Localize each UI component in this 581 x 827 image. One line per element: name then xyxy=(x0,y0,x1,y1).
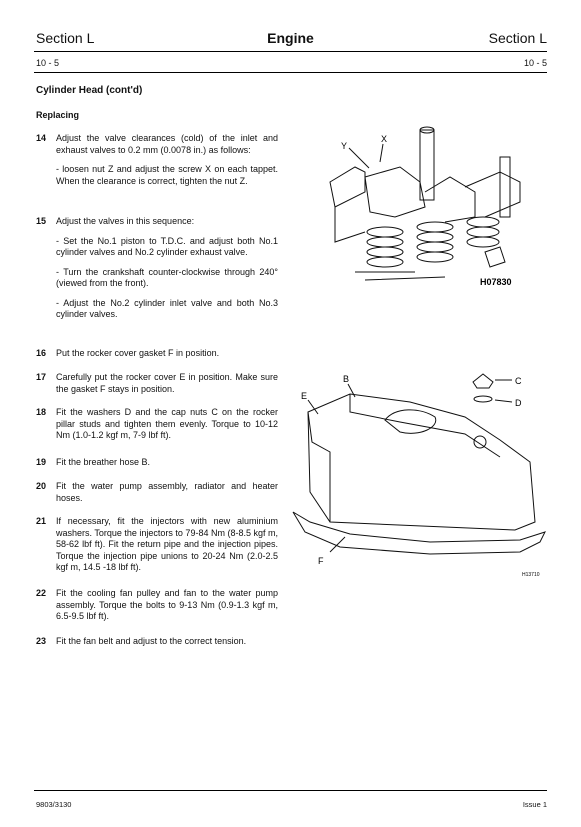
step-subitem: - Turn the crankshaft counter-clockwise through 240° (viewed from the front). xyxy=(56,266,278,288)
header-section-right: Section L xyxy=(488,30,547,46)
page-number-left: 10 - 5 xyxy=(36,58,60,68)
footer-issue: Issue 1 xyxy=(522,800,547,809)
step-text: Adjust the valves in this sequence: xyxy=(56,216,195,226)
rocker-assembly-illustration xyxy=(325,122,545,292)
step-15 xyxy=(36,216,278,321)
figure-label-c: C xyxy=(515,376,522,386)
step-number: 23 xyxy=(36,636,47,646)
figure-label-f: F xyxy=(318,556,324,566)
step-23 xyxy=(36,636,278,648)
step-17 xyxy=(36,372,278,395)
header-section-left: Section L xyxy=(36,30,95,46)
step-text: Put the rocker cover gasket F in position. xyxy=(56,348,220,358)
footer-rule xyxy=(34,790,547,791)
figure-code: H07830 xyxy=(480,277,512,287)
section-subtitle: Replacing xyxy=(36,110,80,120)
page-title: Cylinder Head (cont'd) xyxy=(36,85,143,96)
step-text: Fit the breather hose B. xyxy=(56,457,151,467)
page-number-right: 10 - 5 xyxy=(523,58,547,68)
footer-doc-number: 9803/3130 xyxy=(36,800,72,809)
figure-label-b: B xyxy=(343,374,350,384)
figure-label-e: E xyxy=(301,391,308,401)
step-number: 20 xyxy=(36,481,47,491)
step-18 xyxy=(36,407,278,442)
step-number: 21 xyxy=(36,516,47,526)
step-number: 15 xyxy=(36,216,47,226)
step-22 xyxy=(36,588,278,623)
step-text: Fit the fan belt and adjust to the correct tension. xyxy=(56,636,247,646)
step-subitem: - loosen nut Z and adjust the screw X on each tappet. When the clearance is correct, tighten the nut Z. xyxy=(56,164,278,186)
step-number: 14 xyxy=(36,133,47,143)
header-rule xyxy=(34,51,547,52)
figure-label-d: D xyxy=(515,398,522,408)
figure-code: H13710 xyxy=(522,572,540,578)
rocker-cover-illustration xyxy=(290,372,550,604)
step-text: Fit the washers D and the cap nuts C on the rocker pillar studs and tighten them evenly. Torque to 10-12 Nm (1.0-1.2 kgf m, 7-9 lbf ft). xyxy=(56,407,278,440)
step-text: Fit the water pump assembly, radiator and heater hoses. xyxy=(56,481,278,503)
step-number: 22 xyxy=(36,588,47,598)
step-19 xyxy=(36,457,278,469)
figure-label-y: Y xyxy=(341,141,348,151)
step-text: Adjust the valve clearances (cold) of the inlet and exhaust valves to 0.2 mm (0.0078 in.) as follows: xyxy=(56,133,278,155)
step-text: Fit the cooling fan pulley and fan to the water pump assembly. Torque the bolts to 9-13 Nm (0.9-1.3 kgf m, 6.5-9.5 lbf ft). xyxy=(56,588,278,621)
step-14 xyxy=(36,133,278,187)
step-number: 16 xyxy=(36,348,47,358)
figure-label-x: X xyxy=(381,134,388,144)
step-21 xyxy=(36,516,278,574)
step-text: Carefully put the rocker cover E in position. Make sure the gasket F stays in position. xyxy=(56,372,278,394)
step-number: 19 xyxy=(36,457,47,467)
step-number: 17 xyxy=(36,372,47,382)
step-20 xyxy=(36,481,278,504)
header-title: Engine xyxy=(267,30,314,46)
step-subitem: - Set the No.1 piston to T.D.C. and adjust both No.1 cylinder valves and No.2 cylinder exhaust valve. xyxy=(56,235,278,257)
subheader-rule xyxy=(34,72,547,73)
step-subitem: - Adjust the No.2 cylinder inlet valve and both No.3 cylinder valves. xyxy=(56,297,278,319)
step-number: 18 xyxy=(36,407,47,417)
step-text: If necessary, fit the injectors with new aluminium washers. Torque the injectors to 79-84 Nm (8-8.5 kgf m, 58-62 lbf ft). Fit the return pipe and the injection pipes. Torque the injection pipe unions to 20-24 Nm (2.0-2.5 kgf m, 14.5 -18 lbf ft). xyxy=(56,516,278,572)
step-16 xyxy=(36,348,278,360)
